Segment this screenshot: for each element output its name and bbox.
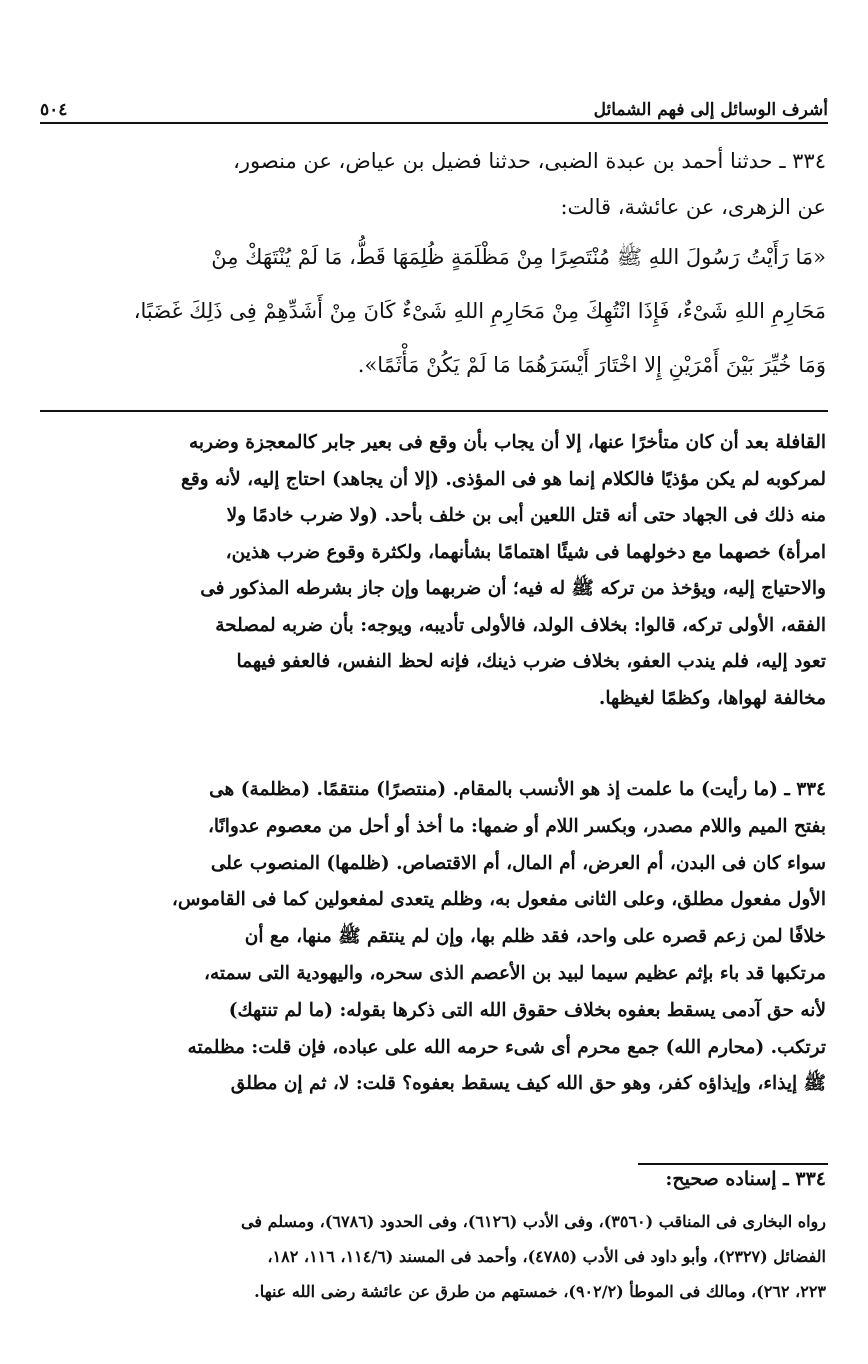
- commentary-divider: [40, 410, 828, 412]
- hadith-isnad: [42, 138, 826, 230]
- footnote-title: ٣٣٤ ـ إسناده صحيح:: [665, 1168, 826, 1190]
- commentary-paragraph-1: [42, 425, 826, 717]
- isnad-line: عن الزهرى، عن عائشة، قالت:: [560, 195, 826, 219]
- hadith-matn: [42, 230, 826, 392]
- commentary-line: القافلة بعد أن كان متأخرًا عنها، إلا أن يجاب بأن وقع فى بعير جابر كالمعجزة وضربه: [188, 432, 826, 453]
- footnote-text: [42, 1204, 826, 1309]
- commentary-line: ﷺ إيذاء، وإيذاؤه كفر، وهو حق الله كيف يسقط بعفوه؟ قلت: لا، ثم إن مطلق: [230, 1073, 826, 1095]
- footnote-line: رواه البخارى فى المناقب (٣٥٦٠)، وفى الأدب (٦١٢٦)، وفى الحدود (٦٧٨٦)، ومسلم فى: [241, 1212, 826, 1231]
- commentary-line: والاحتياج إليه، ويؤخذ من تركه ﷺ له فيه؛ أن ضربهما وإن جاز بشرطه المذكور فى: [200, 578, 826, 599]
- matn-line: مَحَارِمِ اللهِ شَىْءٌ، فَإِذَا انْتُهِكَ مِنْ مَحَارِمِ اللهِ شَىْءٌ كَانَ مِنْ أَشَدِّهِمْ فِى ذَلِكَ غَضَبًا،: [133, 299, 826, 323]
- commentary-line: مرتكبها قد باء بإثم عظيم سيما لبيد بن الأعصم الذى سحره، واليهودية التى سمته،: [203, 962, 826, 984]
- commentary-line: مخالفة لهواها، وكظمًا لغيظها.: [598, 687, 826, 709]
- commentary-line: سواء كان فى البدن، أم العرض، أم المال، أم الاقتصاص. (ظلمها) المنصوب على: [210, 852, 826, 874]
- commentary-line: امرأة) خصهما مع دخولهما فى شيئًا اهتمامًا بشأنهما، ولكثرة وقوع ضرب هذين،: [225, 541, 826, 563]
- commentary-line: لأنه حق آدمى يسقط بعفوه بخلاف حقوق الله التى ذكرها بقوله: (ما لم تنتهك): [228, 999, 826, 1021]
- footnote-divider: [638, 1163, 828, 1165]
- commentary-line: ٣٣٤ ـ (ما رأيت) ما علمت إذ هو الأنسب بالمقام. (منتصرًا) منتقمًا. (مظلمة) هى: [209, 779, 826, 800]
- commentary-line: منه ذلك فى الجهاد حتى أنه قتل اللعين أبى بن خلف بأحد. (ولا ضرب خادمًا ولا: [226, 505, 826, 526]
- footnote-line: ٢٢٣، ٢٦٢)، ومالك فى الموطأ (٩٠٢/٢)، خمستهم من طرق عن عائشة رضى الله عنها.: [254, 1282, 826, 1301]
- book-title: أشرف الوسائل إلى فهم الشمائل: [593, 100, 828, 120]
- page-number: ٥٠٤: [40, 100, 68, 120]
- commentary-line: الفقه، الأولى تركه، قالوا: بخلاف الولد، فالأولى تأديبه، ويوجه: بأن ضربه لمصلحة: [215, 614, 826, 636]
- page-header: [40, 82, 828, 120]
- commentary-line: الأول مفعول مطلق، وعلى الثانى مفعول به، وظلم يتعدى لمفعولين كما فى القاموس،: [171, 889, 826, 911]
- matn-line: وَمَا خُيِّرَ بَيْنَ أَمْرَيْنِ إِلا اخْتَارَ أَيْسَرَهُمَا مَا لَمْ يَكُنْ مَأْثَمًا».: [357, 353, 826, 377]
- footnote-line: الفضائل (٢٣٢٧)، وأبو داود فى الأدب (٤٧٨٥)، وأحمد فى المسند (١١٤/٦، ١١٦، ١٨٢،: [267, 1247, 826, 1266]
- commentary-paragraph-2: [42, 772, 826, 1103]
- matn-line: «مَا رَأَيْتُ رَسُولَ اللهِ ﷺ مُنْتَصِرًا مِنْ مَظْلَمَةٍ ظُلِمَهَا قَطُّ، مَا لَمْ يُنْتَهَكْ مِنْ: [211, 245, 826, 269]
- commentary-line: تعود إليه، فلم يندب العفو، بخلاف ضرب ذينك، فإنه لحظ النفس، فالعفو فيهما: [236, 651, 826, 672]
- commentary-line: لمركوبه لم يكن مؤذيًا فالكلام إنما هو فى المؤذى. (إلا أن يجاهد) احتاج إليه، لأنه وقع: [180, 468, 826, 490]
- commentary-line: بفتح الميم واللام مصدر، وبكسر اللام أو ضمها: ما أخذ أو أحل من معصوم عدوانًا،: [207, 815, 826, 837]
- commentary-line: خلافًا لمن زعم قصره على واحد، فقد ظلم بها، وإن لم ينتقم ﷺ منها، مع أن: [244, 926, 826, 948]
- commentary-line: ترتكب. (محارم الله) جمع محرم أى شىء حرمه الله على عباده، فإن قلت: مظلمته: [187, 1036, 826, 1058]
- isnad-line: ٣٣٤ ـ حدثنا أحمد بن عبدة الضبى، حدثنا فضيل بن عياض، عن منصور،: [233, 149, 826, 173]
- header-divider: [40, 122, 828, 124]
